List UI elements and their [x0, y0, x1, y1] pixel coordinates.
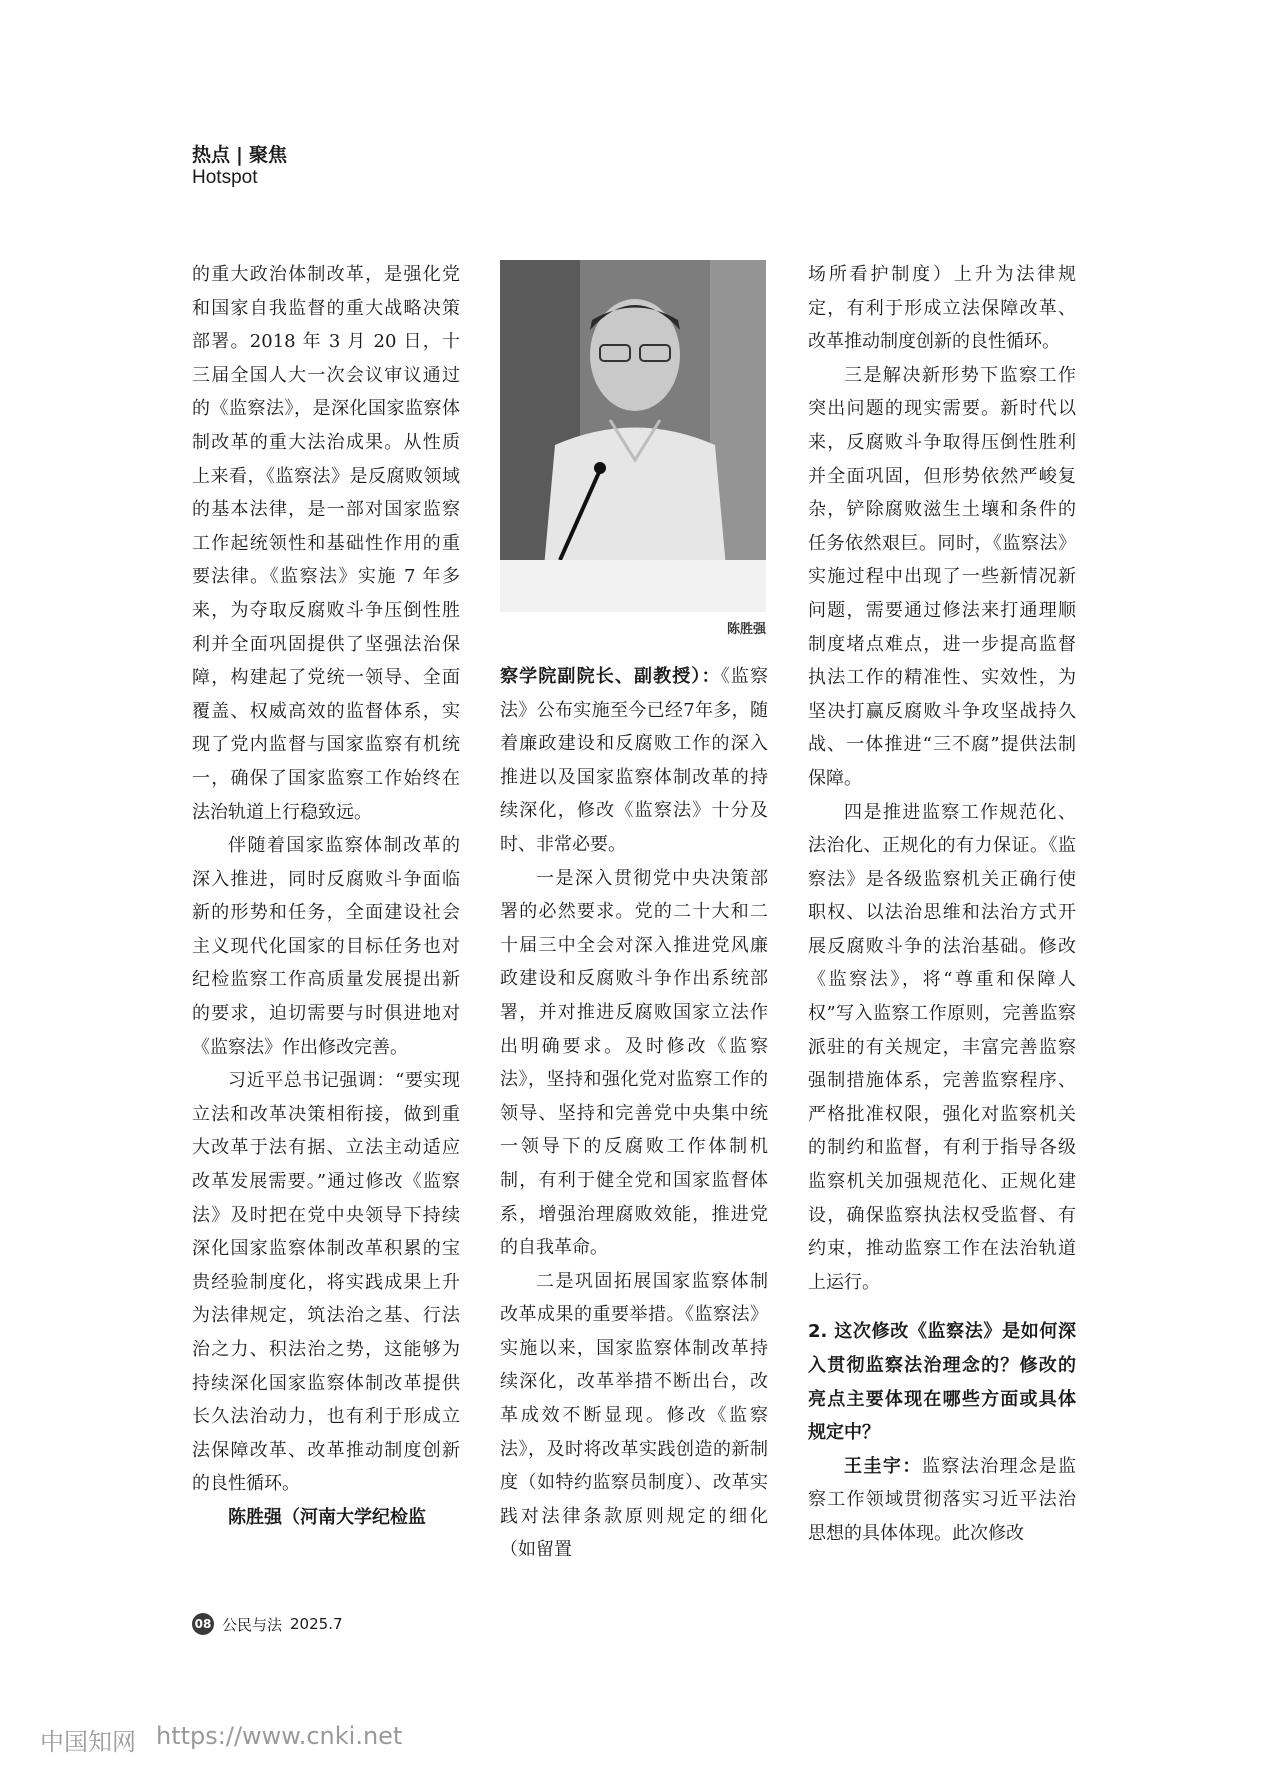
cnki-watermark [40, 1722, 402, 1757]
paragraph: 一是深入贯彻党中央决策部署的必然要求。党的二十大和二十届三中全会对深入推进党风廉政建设和反腐败斗争作出系统部署，并对推进反腐败国家立法作出明确要求。及时修改《监察法》，坚持和强化党对监察工作的领导、坚持和完善党中央集中统一领导下的反腐败工作体制机制，有利于健全党和国家监督体系，增强治理腐败效能，推进党的自我革命。 [500, 867, 768, 1259]
column-2 [500, 660, 768, 1567]
page-footer [192, 1613, 343, 1635]
paragraph: 四是推进监察工作规范化、法治化、正规化的有力保证。《监察法》是各级监察机关正确行使职权、以法治思维和法治方式开展反腐败斗争的法治基础。修改《监察法》，将“尊重和保障人权”写入监察工作原则，完善监察派驻的有关规定，丰富完善监察强制措施体系，完善监察程序、严格批准权限，强化对监察机关的制约和监督，有利于指导各级监察机关加强规范化、正规化建设，确保监察执法权受监督、有约束，推动监察工作在法治轨道上运行。 [808, 801, 1076, 1293]
category-separator: | [236, 144, 243, 166]
watermark-url: https://www.cnki.net [156, 1722, 403, 1750]
speaker-name: 王圭宇： [844, 1455, 922, 1477]
watermark-brand: 中国知网 [40, 1728, 136, 1756]
paragraph: 的重大政治体制改革，是强化党和国家自我监督的重大战略决策部署。2018 年 3 月 20 日，十三届全国人大一次会议审议通过的《监察法》，是深化国家监察体制改革的重大法治成果。从性质上来看，《监察法》是反腐败领域的基本法律，是一部对国家监察工作起统领性和基础性作用的重要法律。《监察法》实施 7 年多来，为夺取反腐败斗争压倒性胜利并全面巩固提供了坚强法治保障，构建起了党统一领导、全面覆盖、权威高效的监督体系，实现了党内监督与国家监察有机统一，确保了国家监察工作始终在法治轨道上行稳致远。 [192, 264, 460, 823]
column-1 [192, 258, 460, 1535]
issue-number: 2025.7 [290, 1615, 343, 1633]
paragraph: 二是巩固拓展国家监察体制改革成果的重要举措。《监察法》实施以来，国家监察体制改革持续深化，改革举措不断出台，改革成效不断显现。修改《监察法》，及时将改革实践创造的新制度（如特约监察员制度）、改革实践对法律条款原则规定的细化（如留置 [500, 1270, 768, 1561]
page-number: 08 [192, 1613, 214, 1635]
paragraph [500, 660, 768, 862]
paragraph: 场所看护制度）上升为法律规定，有利于形成立法保障改革、改革推动制度创新的良性循环。 [808, 264, 1076, 353]
speaker-name: 陈胜强（河南大学纪检监 [228, 1506, 426, 1528]
category-focus-cn: 聚焦 [248, 144, 287, 166]
paragraph-text: 《监察法》公布实施至今已经7年多，随着廉政建设和反腐败工作的深入推进以及国家监察体制改革的持续深化，修改《监察法》十分及时、非常必要。 [500, 666, 769, 855]
photo-caption: 陈胜强 [726, 622, 766, 637]
section-category-en: Hotspot [192, 167, 258, 188]
portrait-illustration [500, 260, 766, 612]
paragraph: 习近平总书记强调：“要实现立法和改革决策相衔接，做到重大改革于法有据、立法主动适应改革发展需要。”通过修改《监察法》及时把在党中央领导下持续深化国家监察体制改革积累的宝贵经验制度化，将实践成果上升为法律规定，筑法治之基、行法治之力、积法治之势，这能够为持续深化国家监察体制改革提供长久法治动力，也有利于形成立法保障改革、改革推动制度创新的良性循环。 [192, 1070, 460, 1495]
speaker-title: 察学院副院长、副教授）： [500, 666, 721, 687]
paragraph [808, 1450, 1076, 1551]
journal-name: 公民与法 [222, 1615, 283, 1634]
paragraph-text: 监察法治理念是监察工作领域贯彻落实习近平法治思想的具体体现。此次修改 [808, 1455, 1077, 1544]
paragraph [192, 1501, 460, 1535]
portrait-photo [500, 260, 766, 612]
question-heading: 2. 这次修改《监察法》是如何深入贯彻监察法治理念的？修改的亮点主要体现在哪些方面或具体规定中？ [808, 1321, 1076, 1444]
paragraph: 伴随着国家监察体制改革的深入推进，同时反腐败斗争面临新的形势和任务，全面建设社会主义现代化国家的目标任务也对纪检监察工作高质量发展提出新的要求，迫切需要与时俱进地对《监察法》作出修改完善。 [192, 835, 460, 1058]
column-3 [808, 258, 1076, 1551]
section-category [192, 140, 287, 167]
category-hotspot-cn: 热点 [192, 144, 231, 166]
paragraph: 三是解决新形势下监察工作突出问题的现实需要。新时代以来，反腐败斗争取得压倒性胜利并全面巩固，但形势依然严峻复杂，铲除腐败滋生土壤和条件的任务依然艰巨。同时，《监察法》实施过程中出现了一些新情况新问题，需要通过修法来打通理顺制度堵点难点，进一步提高监督执法工作的精准性、实效性，为坚决打赢反腐败斗争攻坚战持久战、一体推进“三不腐”提供法制保障。 [808, 364, 1076, 789]
